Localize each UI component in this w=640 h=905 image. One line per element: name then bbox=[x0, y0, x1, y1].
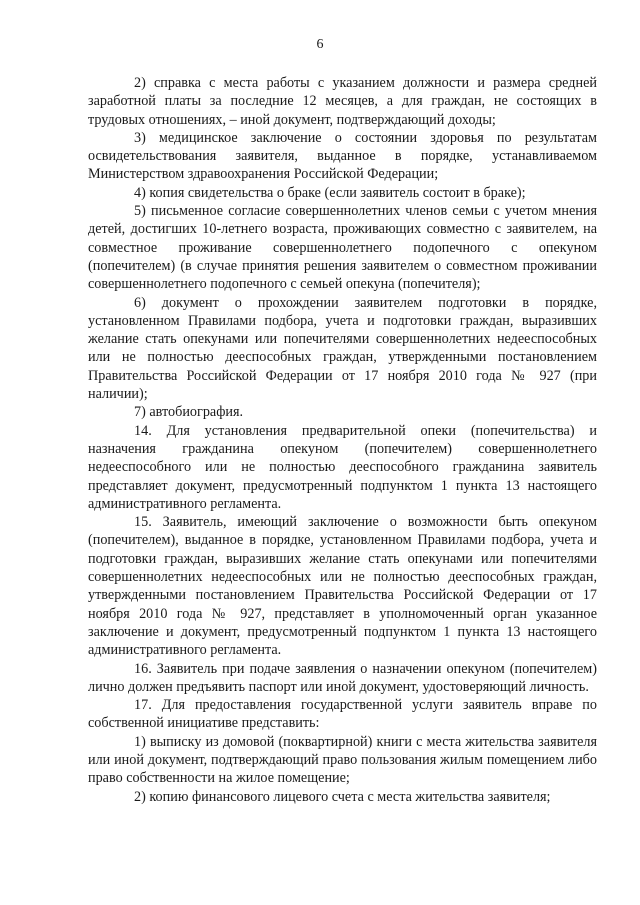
paragraph-item-4-marriage-certificate: 4) копия свидетельства о браке (если заявитель состоит в браке); bbox=[134, 184, 526, 201]
paragraph-clause-17: 17. Для предоставления государственной услуги заявитель вправе по собственной инициативе представить: bbox=[88, 697, 597, 732]
paragraph-clause-14: 14. Для установления предварительной опеки (попечительства) и назначения гражданина опекуном (попечителем) совершеннолетнего недееспособного или не полностью дееспособного гражданина заявитель представляет документ, предусмотренный подпунктом 1 пункта 13 настоящего административного регламента. bbox=[88, 422, 597, 512]
paragraph-clause-16: 16. Заявитель при подаче заявления о назначении опекуном (попечителем) лично должен предъявить паспорт или иной документ, удостоверяющий личность. bbox=[88, 660, 597, 695]
paragraph-item-6-training-document: 6) документ о прохождении заявителем подготовки в порядке, установленном Правилами подбора, учета и подготовки граждан, выразивших желание стать опекунами или попечителями совершеннолетних недееспособных или не полностью дееспособных граждан, утвержденными постановлением Правительства Российской Федерации от 17 ноября 2010 года № 927 (при наличии); bbox=[88, 294, 597, 403]
paragraph-clause-17-item-2: 2) копию финансового лицевого счета с места жительства заявителя; bbox=[134, 788, 551, 805]
paragraph-item-7-autobiography: 7) автобиография. bbox=[134, 404, 244, 421]
paragraph-item-5-family-consent: 5) письменное согласие совершеннолетних членов семьи с учетом мнения детей, достигших 10-летнего возраста, проживающих совместно с заявителем, на совместное проживание совершеннолетнего подопечного с опекуном (попечителем) (в случае принятия решения заявителем о совместном проживании совершеннолетнего подопечного с семьей опекуна (попечителя); bbox=[88, 203, 597, 293]
paragraph-item-2-salary-certificate: 2) справка с места работы с указанием должности и размера средней заработной платы за последние 12 месяцев, а для граждан, не состоящих в трудовых отношениях, – иной документ, подтверждающий доходы; bbox=[88, 75, 597, 128]
page-number: 6 bbox=[316, 37, 324, 52]
paragraph-clause-17-item-1: 1) выписку из домовой (поквартирной) книги с места жительства заявителя или иной документ, подтверждающий право пользования жилым помещением либо право собственности на жилое помещение; bbox=[88, 733, 597, 787]
paragraph-item-3-medical-report: 3) медицинское заключение о состоянии здоровья по результатам освидетельствования заявителя, выданное в порядке, устанавливаемом Министерством здравоохранения Российской Федерации; bbox=[88, 129, 597, 183]
document-body bbox=[88, 74, 597, 806]
paragraph-clause-15: 15. Заявитель, имеющий заключение о возможности быть опекуном (попечителем), выданное в порядке, установленном Правилами подбора, учета и подготовки граждан, выразивших желание стать опекунами или попечителями совершеннолетних недееспособных или не полностью дееспособных граждан, утвержденными постановлением Правительства Российской Федерации от 17 ноября 2010 года № 927, представляет в уполномоченный орган указанное заключение и документ, предусмотренный подпунктом 1 пункта 13 настоящего административного регламента. bbox=[88, 514, 597, 659]
